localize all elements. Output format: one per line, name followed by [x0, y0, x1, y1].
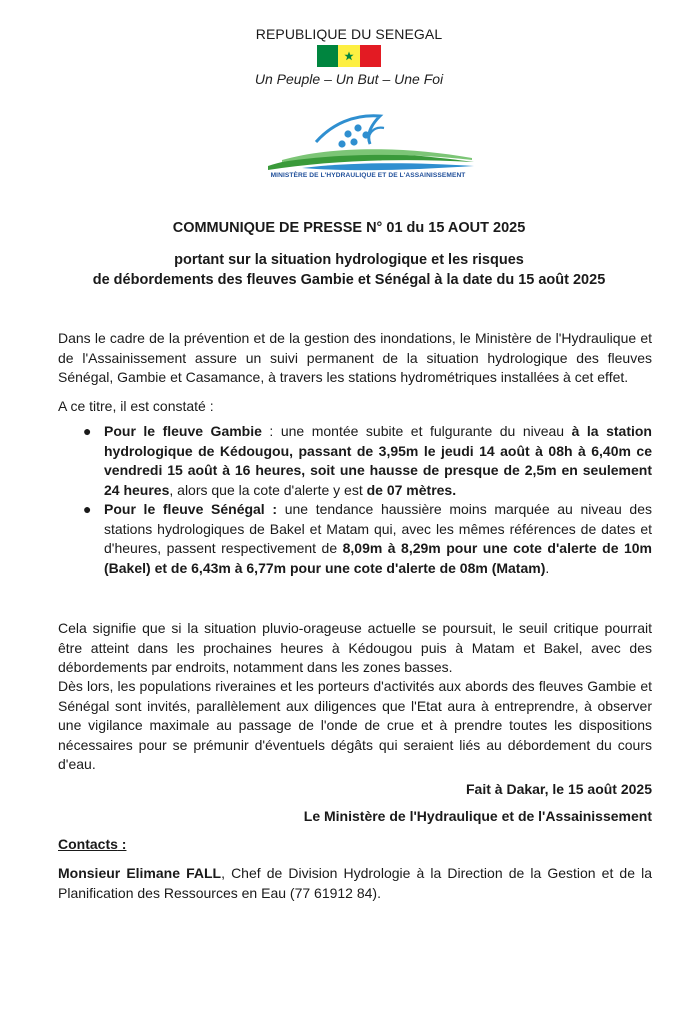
republic-name: REPUBLIQUE DU SENEGAL — [255, 26, 443, 42]
national-motto: Un Peuple – Un But – Une Foi — [254, 71, 444, 87]
contacts-colon: : — [117, 836, 127, 852]
constat-paragraph: A ce titre, il est constaté : — [58, 398, 214, 414]
senegal-label: Pour le fleuve Sénégal : — [104, 501, 278, 517]
header — [0, 26, 698, 87]
contacts-heading — [58, 836, 126, 852]
list-item-senegal — [83, 500, 652, 578]
list-item-gambie — [83, 422, 652, 500]
subtitle-line-1: portant sur la situation hydrologique et les risques — [174, 252, 524, 268]
contact-name: Monsieur Elimane FALL — [58, 865, 222, 881]
flag-star-icon — [344, 51, 354, 61]
gambie-text-1: : une montée subite et fulgurante du niveau — [261, 423, 572, 439]
flag-red-band — [360, 45, 381, 67]
bullet-icon: ● — [83, 501, 92, 517]
gambie-label: Pour le fleuve Gambie — [104, 423, 262, 439]
senegal-text-1: une tendance haussière moins marquée au niveau des stations hydrologiques de Bakel et Matam qui, avec les mêmes références de dates et d'heures, passent respectivement de — [104, 501, 652, 556]
senegal-text-2: . — [545, 559, 550, 576]
press-release-subtitle — [0, 250, 698, 290]
contact-details — [58, 864, 652, 903]
flag-green-band — [317, 45, 338, 67]
logo-caption: MINISTÈRE DE L'HYDRAULIQUE ET DE L'ASSAINISSEMENT — [270, 172, 466, 179]
intro-paragraph: Dans le cadre de la prévention et de la gestion des inondations, le Ministère de l'Hydraulique et de l'Assainissement assure un suivi permanent de la situation hydrologique des fleuves Sénégal, Gambie et Casamance, à travers les stations hydrométriques installées à cet effet. — [58, 330, 652, 385]
gambie-text-2: , alors que la cote d'alerte y est — [169, 481, 367, 498]
bullet-icon: ● — [83, 423, 92, 439]
contact-role: , Chef de Division Hydrologie à la Direction de la Gestion et de la Planification des Ressources en Eau (77 61912 84). — [58, 865, 652, 901]
gambie-bold-1: à la station hydrologique de Kédougou, passant de 3,95m le jeudi 14 août à 08h à 6,40m ce vendredi 15 août à 16 heures, soit une hausse de presque de 2,5m en seulement 24 heures — [104, 423, 652, 498]
senegal-bold-1: 8,09m à 8,29m pour une cote d'alerte de 10m (Bakel) et de 6,43m à 6,77m pour une cote d'alerte de 08m (Matam) — [104, 540, 652, 576]
contacts-heading-text: Contacts — [58, 836, 118, 852]
senegal-flag — [317, 45, 381, 67]
subtitle-line-2: de débordements des fleuves Gambie et Sénégal à la date du 15 août 2025 — [92, 272, 606, 288]
river-status-list — [58, 422, 652, 578]
signature-ministry: Le Ministère de l'Hydraulique et de l'Assainissement — [303, 808, 652, 824]
press-release-title: COMMUNIQUE DE PRESSE N° 01 du 15 AOUT 2025 — [172, 220, 526, 236]
signature-place-date: Fait à Dakar, le 15 août 2025 — [466, 781, 652, 797]
flag-yellow-band — [338, 45, 359, 67]
recommendation-paragraph: Dès lors, les populations riveraines et les porteurs d'activités aux abords des fleuves Gambie et Sénégal sont invités, parallèlement aux diligences que l'Etat aura à entreprendre, à observer une vigilance maximale au passage de l'onde de crue et à prendre toutes les dispositions nécessaires pour se prémunir d'éventuels dégâts qui seraient liés au débordement du cours d'eau. — [58, 678, 652, 772]
consequence-paragraph: Cela signifie que si la situation pluvio-orageuse actuelle se poursuit, le seuil critique pourrait être atteint dans les prochaines heures à Kédougou puis à Matam et Bakel, avec des débordements par endroits, notamment dans les zones basses. — [58, 620, 652, 675]
gambie-bold-2: de 07 mètres. — [366, 481, 457, 498]
